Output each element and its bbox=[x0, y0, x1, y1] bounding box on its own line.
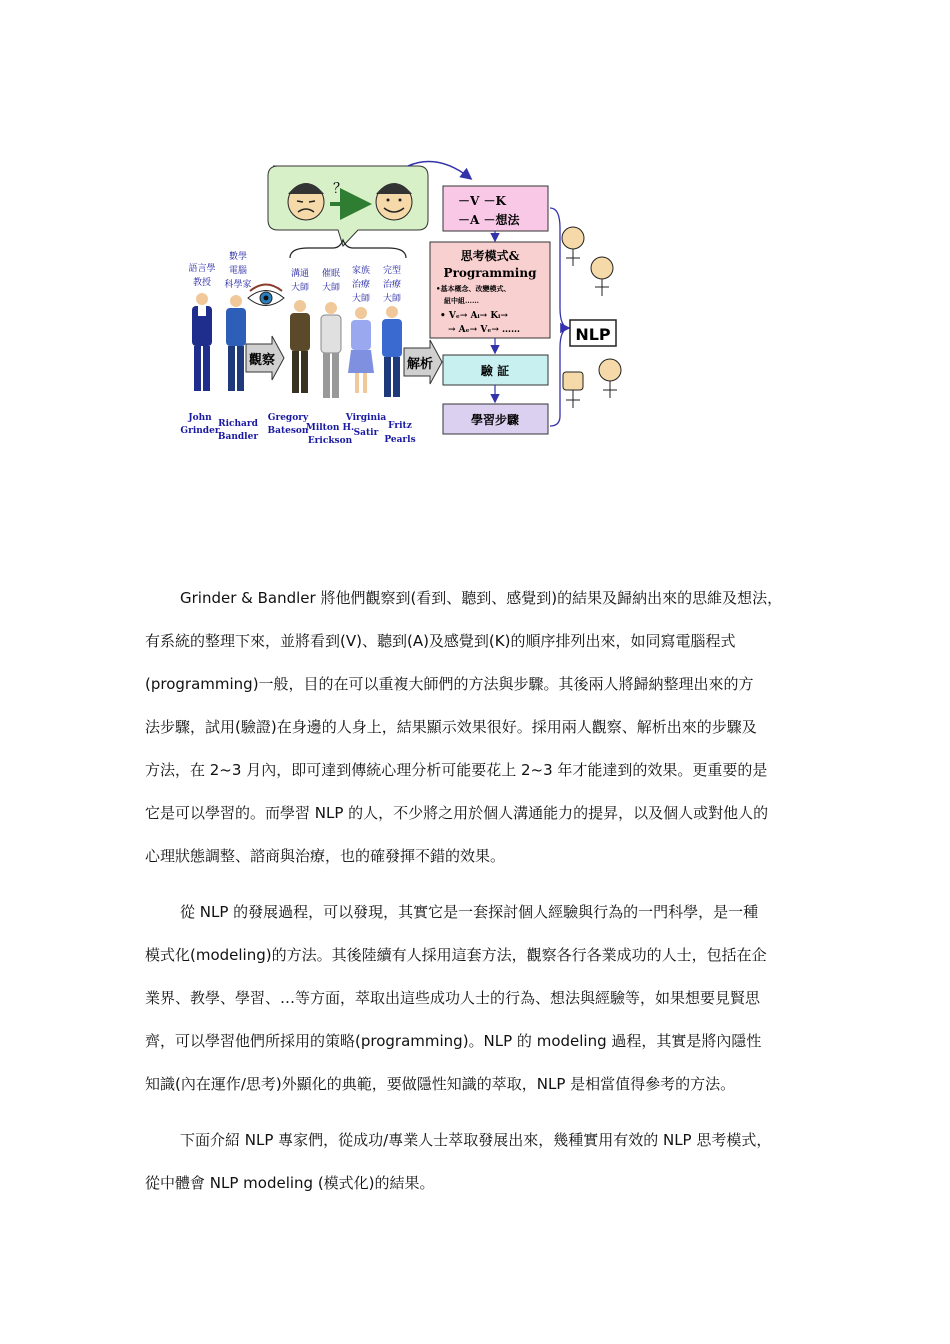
paragraph-line: 心理狀態調整、諮商與治療，也的確發揮不錯的效果。 bbox=[145, 847, 506, 865]
person-john-grinder bbox=[192, 293, 212, 391]
role-family-3: 大師 bbox=[351, 294, 371, 304]
stick-people-icons bbox=[562, 227, 621, 408]
name-gregory-1: Gregory bbox=[267, 413, 309, 423]
nlp-origin-diagram bbox=[178, 158, 628, 453]
paragraph-line: 它是可以學習的。而學習 NLP 的人，不少將之用於個人溝通能力的提昇，以及個人或對他人的 bbox=[145, 804, 769, 822]
name-john-1: John bbox=[188, 413, 212, 423]
thought-bubble bbox=[268, 166, 428, 246]
paragraph-line: 齊，可以學習他們所採用的策略(programming)。NLP 的 modeling 過程，其實是將內隱性 bbox=[145, 1032, 762, 1050]
role-gestalt-1: 完型 bbox=[382, 266, 402, 276]
svg-text:紐中組……: 紐中組…… bbox=[444, 296, 479, 305]
name-gregory-2: Bateson bbox=[267, 426, 309, 436]
paragraph-line: (programming)一般，目的在可以重複大師們的方法與步驟。其後兩人將歸納整理出來的方 bbox=[145, 675, 754, 693]
experts-brace bbox=[290, 240, 406, 258]
svg-text:→ Aₑ→ Vₑ→ ……: → Aₑ→ Vₑ→ …… bbox=[448, 325, 520, 335]
paragraph-line: 有系統的整理下來，並將看到(V)、聽到(A)及感覺到(K)的順序排列出來，如同寫電腦程式 bbox=[145, 632, 736, 650]
person-virginia-satir bbox=[348, 307, 374, 393]
paragraph-line: 業界、教學、學習、…等方面，萃取出這些成功人士的行為、想法與經驗等，如果想要見賢思 bbox=[145, 989, 761, 1007]
confused-face-icon bbox=[288, 183, 324, 220]
svg-text:Programming: Programming bbox=[443, 266, 537, 280]
name-milton-2: Erickson bbox=[307, 436, 353, 446]
svg-text:觀察: 觀察 bbox=[248, 353, 276, 368]
observe-arrow bbox=[246, 336, 284, 380]
svg-text:學習步驟: 學習步驟 bbox=[470, 413, 520, 427]
role-hypno-2: 大師 bbox=[321, 283, 341, 293]
svg-text:－V －K: －V －K bbox=[458, 194, 506, 208]
role-comm-2: 大師 bbox=[290, 283, 310, 293]
name-milton-1: Milton H. bbox=[305, 423, 355, 433]
role-linguist-1: 語言學 bbox=[188, 264, 216, 274]
role-math-3: 科學家 bbox=[224, 280, 252, 290]
person-richard-bandler bbox=[226, 295, 246, 391]
role-comm-1: 溝通 bbox=[290, 269, 310, 279]
svg-text:解析: 解析 bbox=[406, 357, 434, 372]
role-hypno-1: 催眠 bbox=[321, 269, 341, 279]
name-fritz-2: Pearls bbox=[384, 435, 416, 445]
svg-text:思考模式&: 思考模式& bbox=[460, 249, 520, 263]
role-gestalt-2: 治療 bbox=[382, 280, 402, 290]
svg-text:•基本概念、改變模式、: •基本概念、改變模式、 bbox=[436, 284, 511, 293]
svg-text:NLP: NLP bbox=[575, 325, 611, 344]
name-virginia-1: Virginia bbox=[345, 413, 387, 423]
paragraph-line: Grinder & Bandler 將他們觀察到(看到、聽到、感覺到)的結果及歸納出來的思維及想法， bbox=[180, 589, 783, 607]
paragraph-line: 知識(內在運作/思考)外顯化的典範，要做隱性知識的萃取，NLP 是相當值得參考的方法。 bbox=[145, 1075, 736, 1093]
paragraph-line: 從中體會 NLP modeling (模式化)的結果。 bbox=[145, 1174, 435, 1192]
name-richard-2: Bandler bbox=[217, 432, 259, 442]
analyze-arrow bbox=[404, 340, 442, 384]
smiling-face-icon bbox=[376, 183, 412, 220]
paragraph-line: 法步驟，試用(驗證)在身邊的人身上，結果顯示效果很好。採用兩人觀察、解析出來的步驟及 bbox=[145, 718, 757, 736]
role-math-1: 數學 bbox=[228, 252, 248, 262]
think-box bbox=[443, 186, 548, 231]
name-fritz-1: Fritz bbox=[388, 421, 412, 431]
role-family-1: 家族 bbox=[351, 266, 371, 276]
nlp-label bbox=[570, 320, 616, 346]
paragraph-line: 方法，在 2~3 月內，即可達到傳統心理分析可能要花上 2~3 年才能達到的效果。更重要的是 bbox=[145, 761, 768, 779]
verify-box bbox=[443, 355, 548, 385]
person-milton-erickson bbox=[321, 302, 341, 398]
person-fritz-pearls bbox=[382, 306, 402, 397]
paragraph-line: 從 NLP 的發展過程，可以發現，其實它是一套探討個人經驗與行為的一門科學，是一種 bbox=[180, 903, 759, 921]
role-math-2: 電腦 bbox=[228, 266, 248, 276]
paragraph-1 bbox=[145, 577, 835, 878]
paragraph-2 bbox=[145, 891, 835, 1106]
name-virginia-2: Satir bbox=[353, 428, 379, 438]
learn-box bbox=[443, 404, 548, 434]
svg-text:－A －想法: －A －想法 bbox=[458, 213, 520, 227]
paragraph-3 bbox=[145, 1119, 835, 1205]
paragraph-line: 模式化(modeling)的方法。其後陸續有人採用這套方法，觀察各行各業成功的人士，包括在企 bbox=[145, 946, 767, 964]
role-linguist-2: 教授 bbox=[192, 278, 212, 288]
person-gregory-bateson bbox=[290, 300, 310, 393]
svg-text:驗 証: 驗 証 bbox=[480, 364, 510, 378]
svg-text:• Vₑ→ Aᵢ→ Kᵢ→: • Vₑ→ Aᵢ→ Kᵢ→ bbox=[440, 311, 508, 321]
role-gestalt-3: 大師 bbox=[382, 294, 402, 304]
model-box bbox=[430, 242, 550, 338]
mystery-mark: ？ bbox=[333, 181, 347, 197]
role-family-2: 治療 bbox=[351, 280, 371, 290]
name-john-2: Grinder bbox=[180, 426, 220, 436]
paragraph-line: 下面介紹 NLP 專家們，從成功/專業人士萃取發展出來，幾種實用有效的 NLP 思考模式， bbox=[180, 1131, 772, 1149]
name-richard-1: Richard bbox=[218, 419, 258, 429]
eye-icon bbox=[248, 285, 284, 306]
